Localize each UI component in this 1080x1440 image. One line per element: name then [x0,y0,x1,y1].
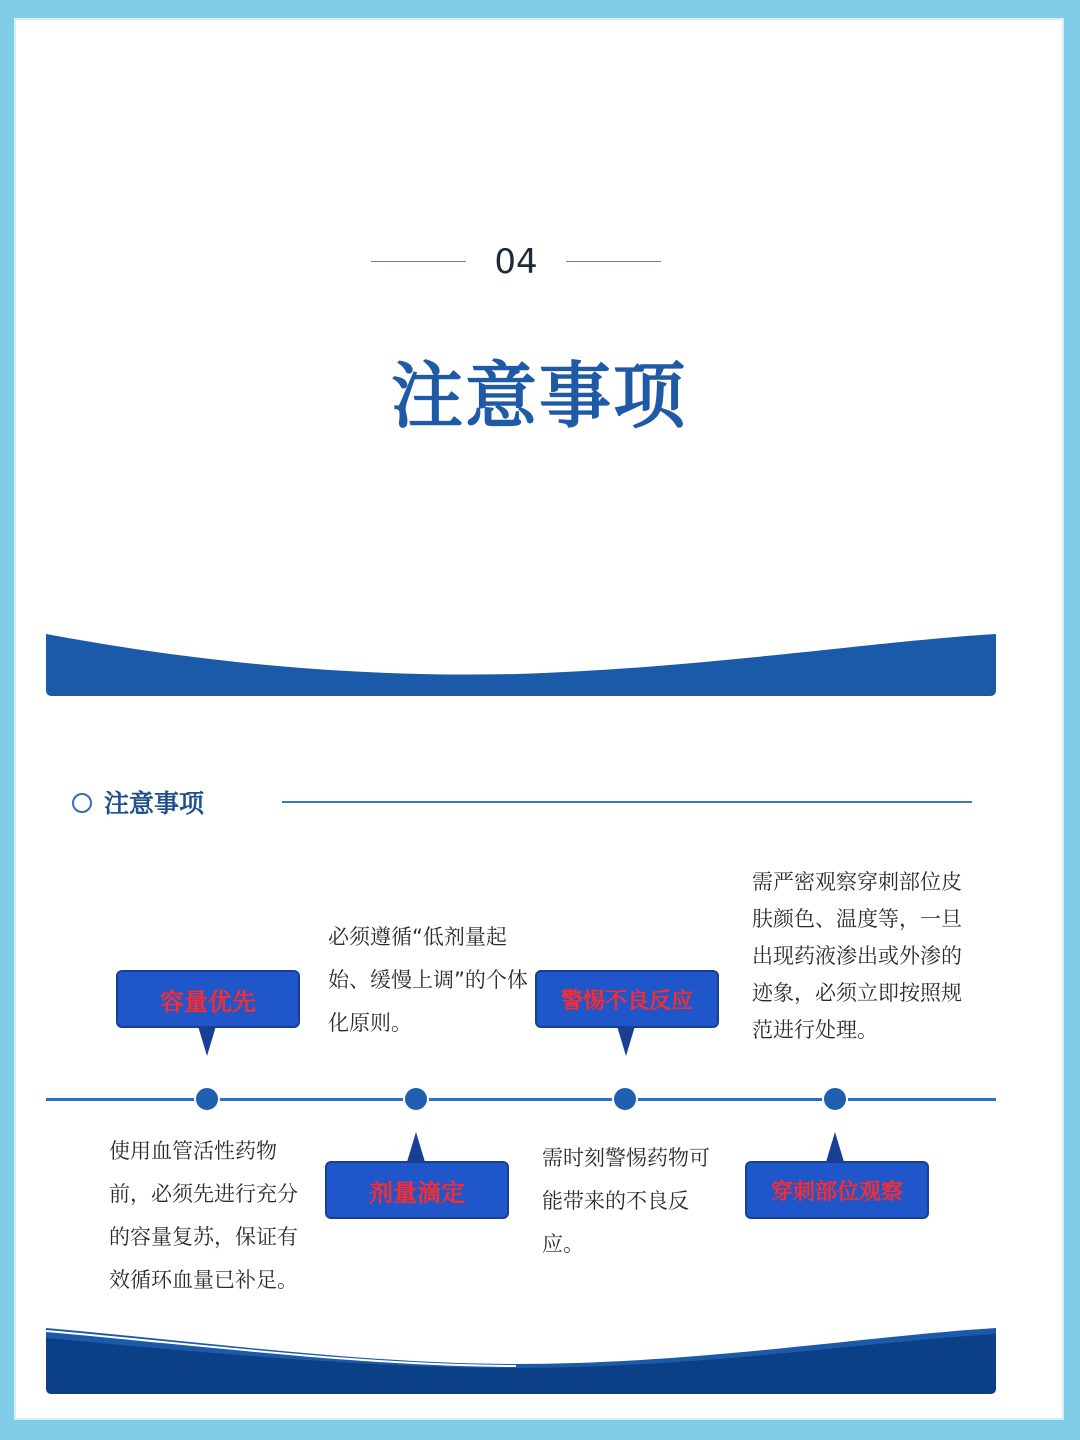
callout-pointer [617,1026,635,1056]
circle-icon [72,793,92,813]
subsection-rule [282,801,972,803]
callout-pointer [826,1132,844,1162]
timeline-line [46,1098,996,1101]
item-description-puncture-site: 需严密观察穿刺部位皮肤颜色、温度等，一旦出现药液渗出或外渗的迹象，必须立即按照规范进行处理。 [752,870,962,1042]
page-frame [16,20,1062,1418]
timeline-node [612,1086,638,1112]
timeline-node [822,1086,848,1112]
bottom-wave-band [46,1328,996,1394]
top-wave-shape [46,634,996,696]
item-description-adverse-reactions: 需时刻警惕药物可能带来的不良反应。 [542,1146,710,1256]
timeline-node [403,1086,429,1112]
section-number-line-right [566,261,661,262]
top-wave-band [46,630,996,696]
callout-dose-titration: 剂量滴定 [325,1161,509,1219]
item-description-dose-titration: 必须遵循“低剂量起始、缓慢上调”的个体化原则。 [328,925,528,1035]
callout-puncture-site: 穿刺部位观察 [745,1161,929,1219]
timeline-node [194,1086,220,1112]
section-title: 注意事项 [390,354,687,438]
callout-pointer [198,1026,216,1056]
section-number-block [371,240,661,284]
section-number: 04 [494,242,538,282]
callout-capacity-first: 容量优先 [116,970,300,1028]
item-description-capacity-first: 使用血管活性药物前，必须先进行充分的容量复苏，保证有效循环血量已补足。 [109,1139,298,1292]
subsection-title: 注意事项 [104,789,205,818]
callout-adverse-reactions: 警惕不良反应 [535,970,719,1028]
callout-pointer [407,1132,425,1162]
